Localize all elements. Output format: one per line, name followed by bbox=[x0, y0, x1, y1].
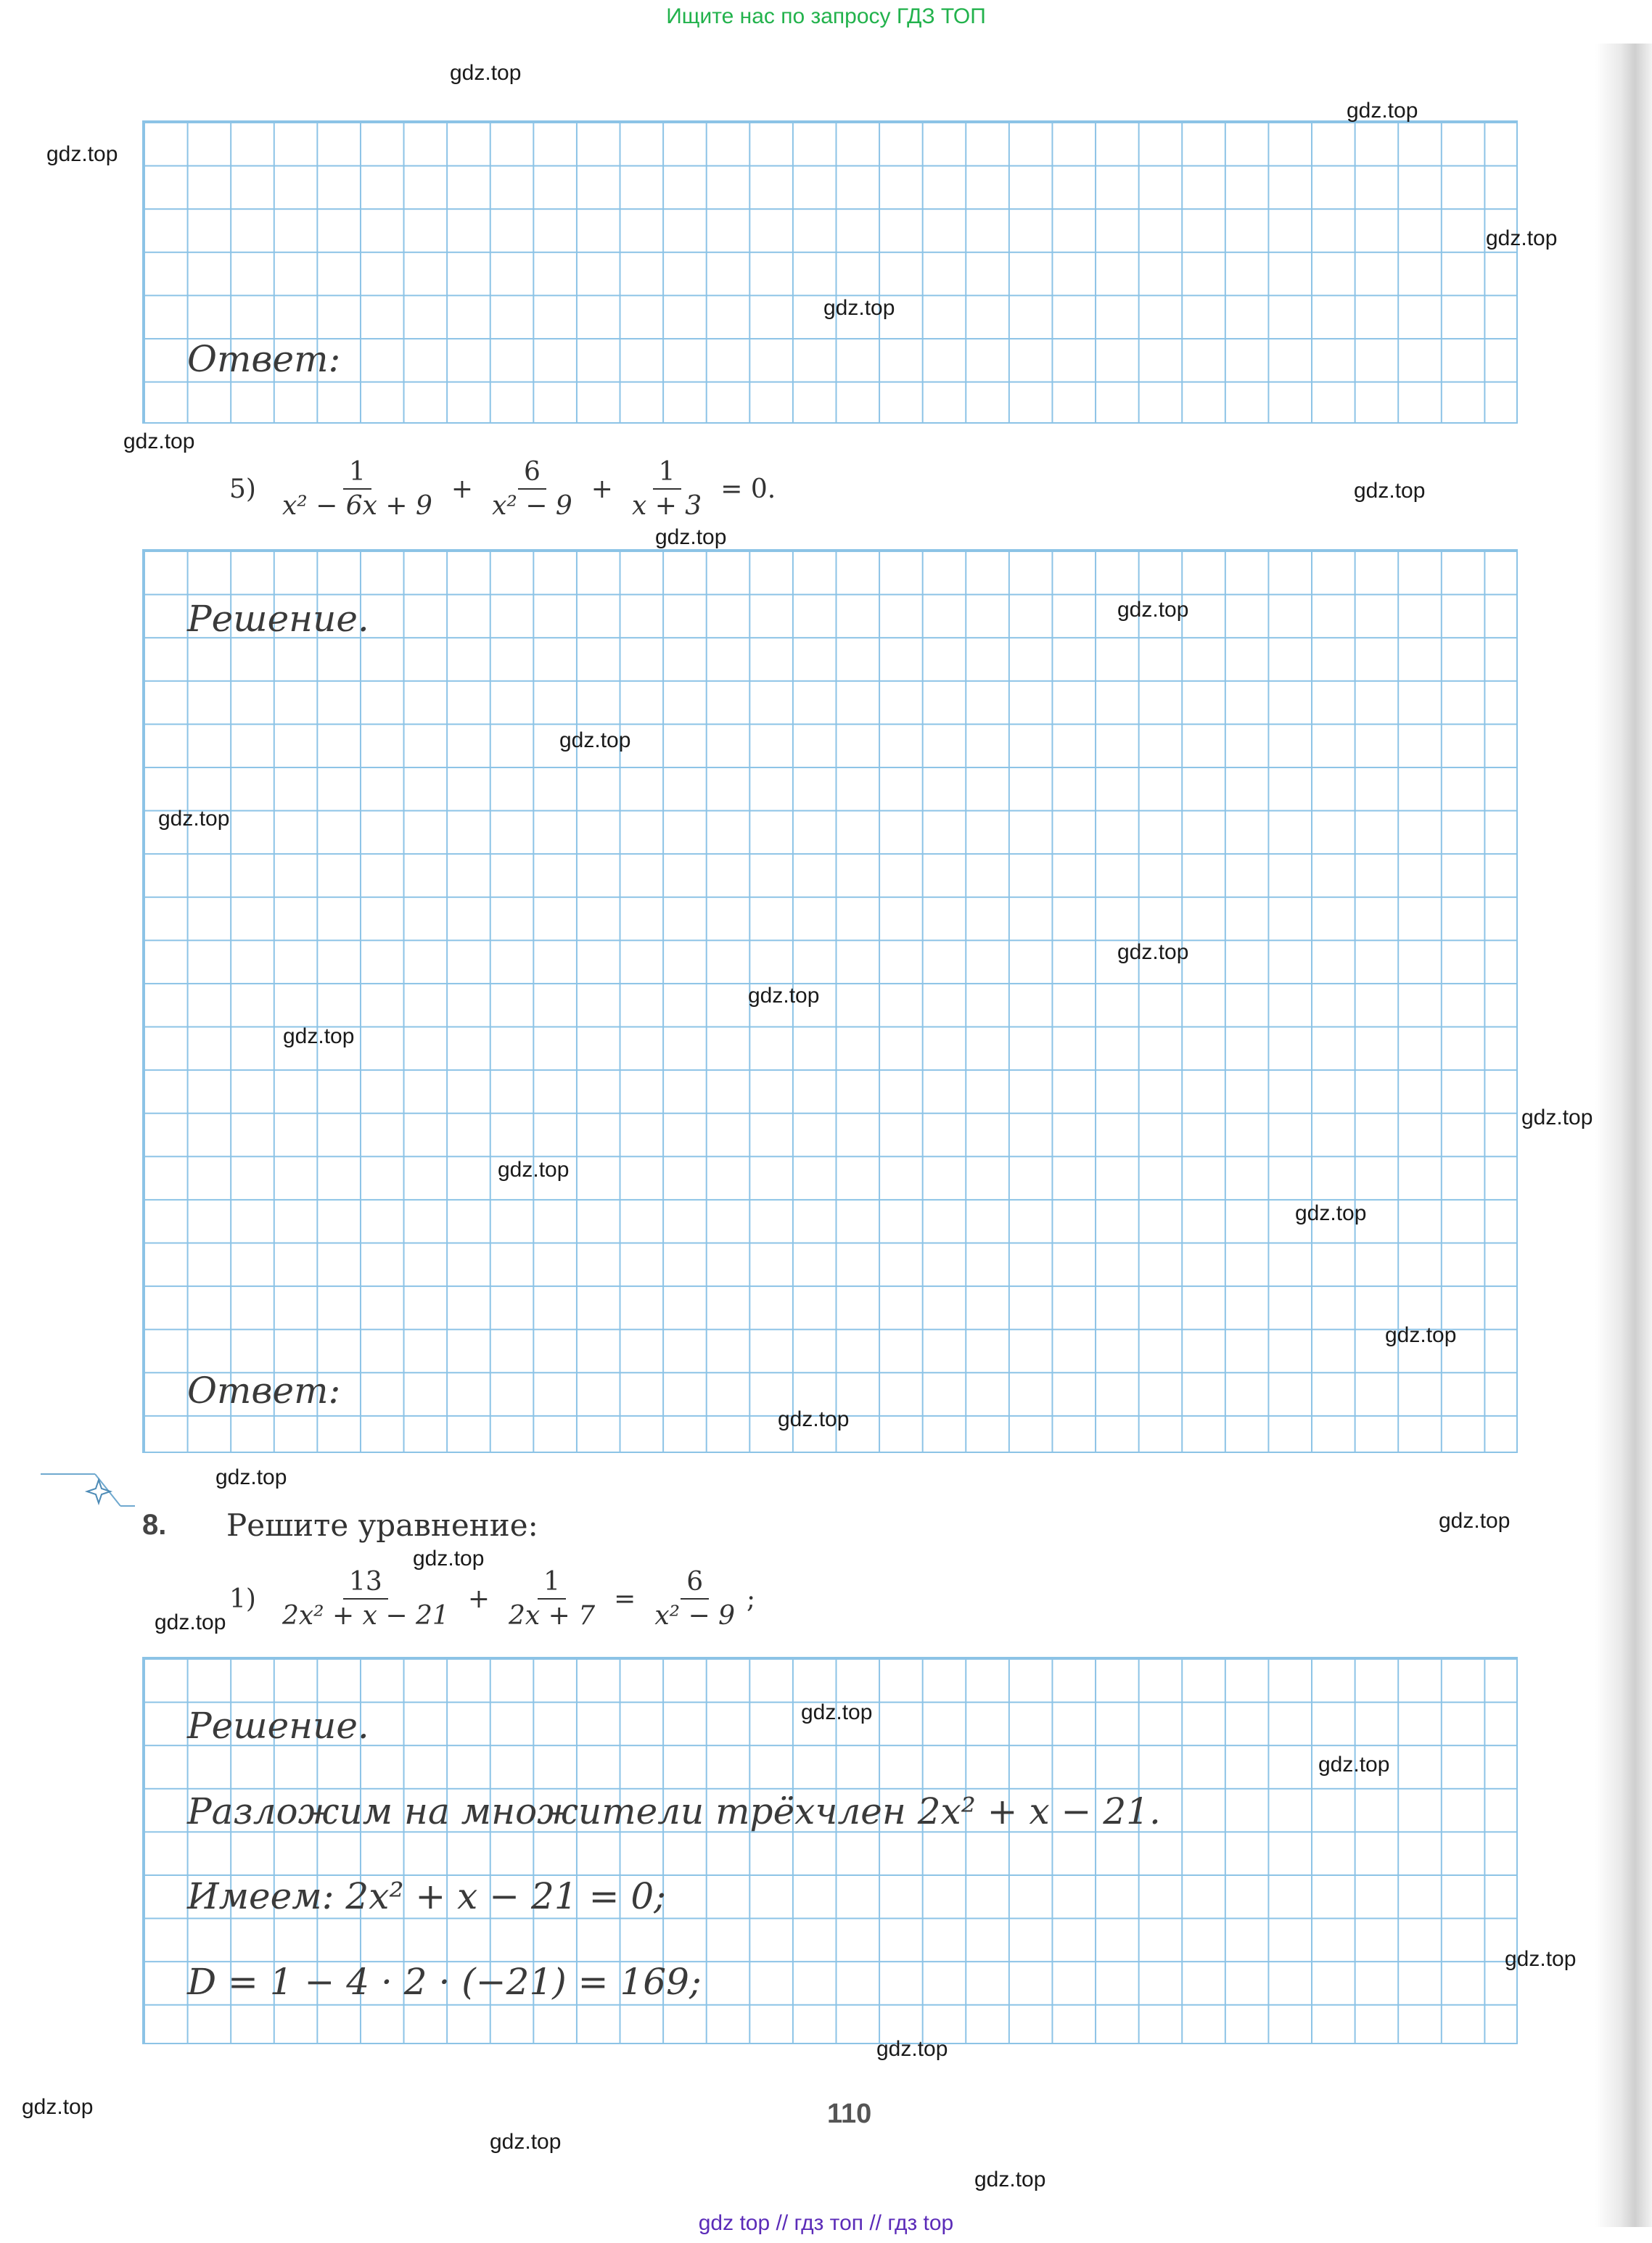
watermark: gdz.top bbox=[876, 2037, 948, 2061]
answer-label-2: Ответ: bbox=[187, 1370, 341, 1412]
watermark: gdz.top bbox=[974, 2168, 1046, 2191]
watermark: gdz.top bbox=[801, 1700, 873, 1724]
page-edge-shadow bbox=[1595, 44, 1652, 2227]
solution-line-2: Имеем: 2x² + x − 21 = 0; bbox=[187, 1875, 667, 1917]
task-8-number: 8. bbox=[142, 1509, 167, 1541]
task-8-title: Решите уравнение: bbox=[226, 1507, 538, 1543]
task-8-1-label: 1) bbox=[229, 1584, 256, 1614]
watermark: gdz.top bbox=[450, 61, 522, 85]
solution-line-1: Разложим на множители трёхчлен 2x² + x − 21. bbox=[187, 1790, 1161, 1832]
watermark: gdz.top bbox=[1347, 99, 1418, 123]
top-banner[interactable]: Ищите нас по запросу ГДЗ ТОП bbox=[666, 4, 986, 28]
watermark: gdz.top bbox=[1385, 1323, 1457, 1347]
section-star-icon bbox=[41, 1473, 135, 1507]
solution-line-3: D = 1 − 4 · 2 · (−21) = 169; bbox=[187, 1961, 702, 2003]
watermark: gdz.top bbox=[1439, 1509, 1511, 1533]
answer-label-1: Ответ: bbox=[187, 338, 341, 380]
solution-label-3: Решение. bbox=[187, 1705, 369, 1747]
watermark: gdz.top bbox=[413, 1547, 485, 1571]
watermark: gdz.top bbox=[1486, 226, 1558, 250]
solution-label-2: Решение. bbox=[187, 598, 369, 640]
watermark: gdz.top bbox=[123, 429, 195, 453]
watermark: gdz.top bbox=[155, 1610, 226, 1634]
watermark: gdz.top bbox=[1117, 940, 1189, 964]
watermark: gdz.top bbox=[1318, 1753, 1390, 1777]
fraction-c: $\frac{6}{\text{x² − 9}}$ bbox=[654, 1567, 736, 1631]
watermark: gdz.top bbox=[215, 1465, 287, 1489]
watermark: gdz.top bbox=[1521, 1106, 1593, 1129]
watermark: gdz.top bbox=[1505, 1947, 1577, 1971]
watermark: gdz.top bbox=[490, 2130, 562, 2154]
watermark: gdz.top bbox=[283, 1024, 355, 1048]
watermark: gdz.top bbox=[655, 525, 727, 549]
watermark: gdz.top bbox=[823, 296, 895, 320]
watermark: gdz.top bbox=[22, 2095, 94, 2119]
watermark: gdz.top bbox=[748, 984, 820, 1008]
fraction-a: $\frac{13}{\text{2x² + x − 21}}$ bbox=[282, 1567, 449, 1631]
watermark: gdz.top bbox=[46, 142, 118, 166]
fraction-1: $\frac{1}{\text{x² − 6x + 9}}$ bbox=[282, 457, 432, 521]
watermark: gdz.top bbox=[778, 1407, 850, 1431]
fraction-3: $\frac{1}{x + 3}$ bbox=[631, 457, 702, 521]
fraction-b: $\frac{1}{2x + 7}$ bbox=[508, 1567, 596, 1631]
problem-5-label: 5) bbox=[229, 474, 256, 504]
problem-5-equation: 5) $\frac{1}{\text{x² − 6x + 9}}$ + $\frac{6}{\text{x² − 9}}$ + $\frac{1}{x + 3}$ = 0. bbox=[229, 457, 776, 521]
bottom-banner[interactable]: gdz top // гдз топ // гдз top bbox=[698, 2211, 954, 2235]
watermark: gdz.top bbox=[498, 1158, 570, 1182]
watermark: gdz.top bbox=[1295, 1201, 1367, 1225]
watermark: gdz.top bbox=[559, 728, 631, 752]
task-8-1-equation: 1) $\frac{13}{\text{2x² + x − 21}}$ + $\frac{1}{2x + 7}$ = $\frac{6}{\text{x² − 9}}$ ; bbox=[229, 1567, 756, 1631]
watermark: gdz.top bbox=[1117, 598, 1189, 622]
watermark: gdz.top bbox=[1354, 479, 1426, 503]
watermark: gdz.top bbox=[158, 807, 230, 831]
grid-block-1 bbox=[142, 120, 1518, 424]
fraction-2: $\frac{6}{\text{x² − 9}}$ bbox=[492, 457, 572, 521]
grid-block-2 bbox=[142, 549, 1518, 1453]
page-number: 110 bbox=[827, 2099, 872, 2129]
